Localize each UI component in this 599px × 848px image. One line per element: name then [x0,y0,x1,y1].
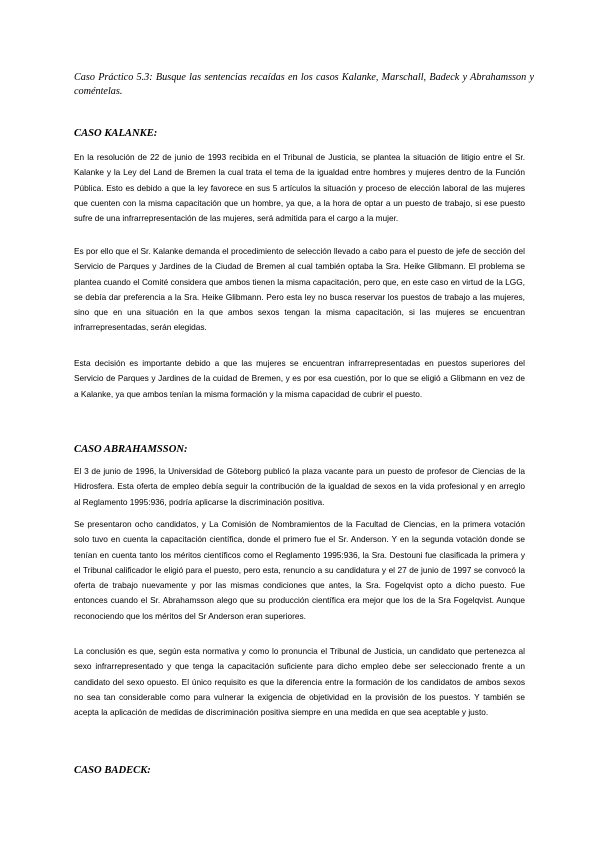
kalanke-paragraph-2: Es por ello que el Sr. Kalanke demanda el procedimiento de selección llevado a cabo para el puesto de jefe de sección del Servicio de Parques y Jardines de la Ciudad de Bremen al cual también optaba la Sra. Heike Glibmann. El problema se plantea cuando el Comité considera que ambos tienen la misma capacitación, pero que, en este caso en virtud de la LGG, se debía dar preferencia a la Sra. Heike Glibmann. Pero esta ley no busca reservar los puestos de trabajo a las mujeres, sino que en una situación en la que ambos sexos tengan la misma capacitación, si las mujeres se encuentran infrarrepresentadas, serán elegidas. [74,246,525,333]
abrahamsson-paragraph-1: El 3 de junio de 1996, la Universidad de Göteborg publicó la plaza vacante para un puesto de profesor de Ciencias de la Hidrosfera. Esta oferta de empleo debía seguir la contribución de la igualdad de sexos en la vida profesional y en arreglo al Reglamento 1995:936, podría aplicarse la discriminación positiva. [74,466,525,507]
abrahamsson-paragraph-3: La conclusión es que, según esta normativa y como lo pronuncia el Tribunal de Justicia, un candidato que pertenezca al sexo infrarrepresentado y que tenga la capacitación suficiente para dicho empleo debe ser seleccionado frente a un candidato del sexo opuesto. El único requisito es que la diferencia entre la formación de los candidatos de ambos sexos no sea tan considerable como para vulnerar la exigencia de objetividad en la provisión de los puestos. Y también se acepta la aplicación de medidas de discriminación positiva siempre en una medida en que sea aceptable y justo. [74,646,525,718]
kalanke-paragraph-1: En la resolución de 22 de junio de 1993 recibida en el Tribunal de Justicia, se plantea la situación de litigio entre el Sr. Kalanke y la Ley del Land de Bremen la cual trata el tema de la igualdad entre hombres y mujeres dentro de la Función Pública. Esto es debido a que la ley favorece en sus 5 artículos la situación y proceso de elección laboral de las mujeres que cuenten con la misma capacitación que un hombre, ya que, a la hora de optar a un puesto de trabajo, si ese puesto sufre de una infrarrepresentación de las mujeres, será admitida para el cargo a la mujer. [74,152,525,224]
abrahamsson-paragraph-2: Se presentaron ocho candidatos, y La Comisión de Nombramientos de la Facultad de Ciencias, en la primera votación solo tuvo en cuenta la capacitación científica, donde el primero fue el Sr. Anderson. Y en la segunda votación donde se tenían en cuenta tanto los méritos científicos como el Reglamento 1995:936, la Sra. Destouni fue clasificada la primera y el Tribunal calificador le eligió para el puesto, pero esta, renuncio a su candidatura y el 27 de junio de 1997 se convocó la oferta de trabajo nuevamente y por las mismas condiciones que antes, la Sra. Fogelqvist opto a dicho puesto. Fue entonces cuando el Sr. Abrahamsson alego que su producción científica era mejor que los de la Sra Fogelqvist. Aunque reconociendo que los méritos del Sr Anderson eran superiores. [74,519,525,621]
section-heading-kalanke: CASO KALANKE: [74,128,158,139]
section-heading-badeck: CASO BADECK: [74,765,151,776]
exercise-prompt: Caso Práctico 5.3: Busque las sentencias recaídas en los casos Kalanke, Marschall, Badeck y Abrahamsson y coméntelas. [74,72,534,97]
section-heading-abrahamsson: CASO ABRAHAMSSON: [74,444,188,455]
kalanke-paragraph-3: Esta decisión es importante debido a que las mujeres se encuentran infrarrepresentadas en puestos superiores del Servicio de Parques y Jardines de la cuidad de Bremen, y es por esa cuestión, por lo que se eligió a Glibmann en vez de a Kalanke, ya que ambos tenían la misma formación y la misma capacidad de cubrir el puesto. [74,358,525,399]
